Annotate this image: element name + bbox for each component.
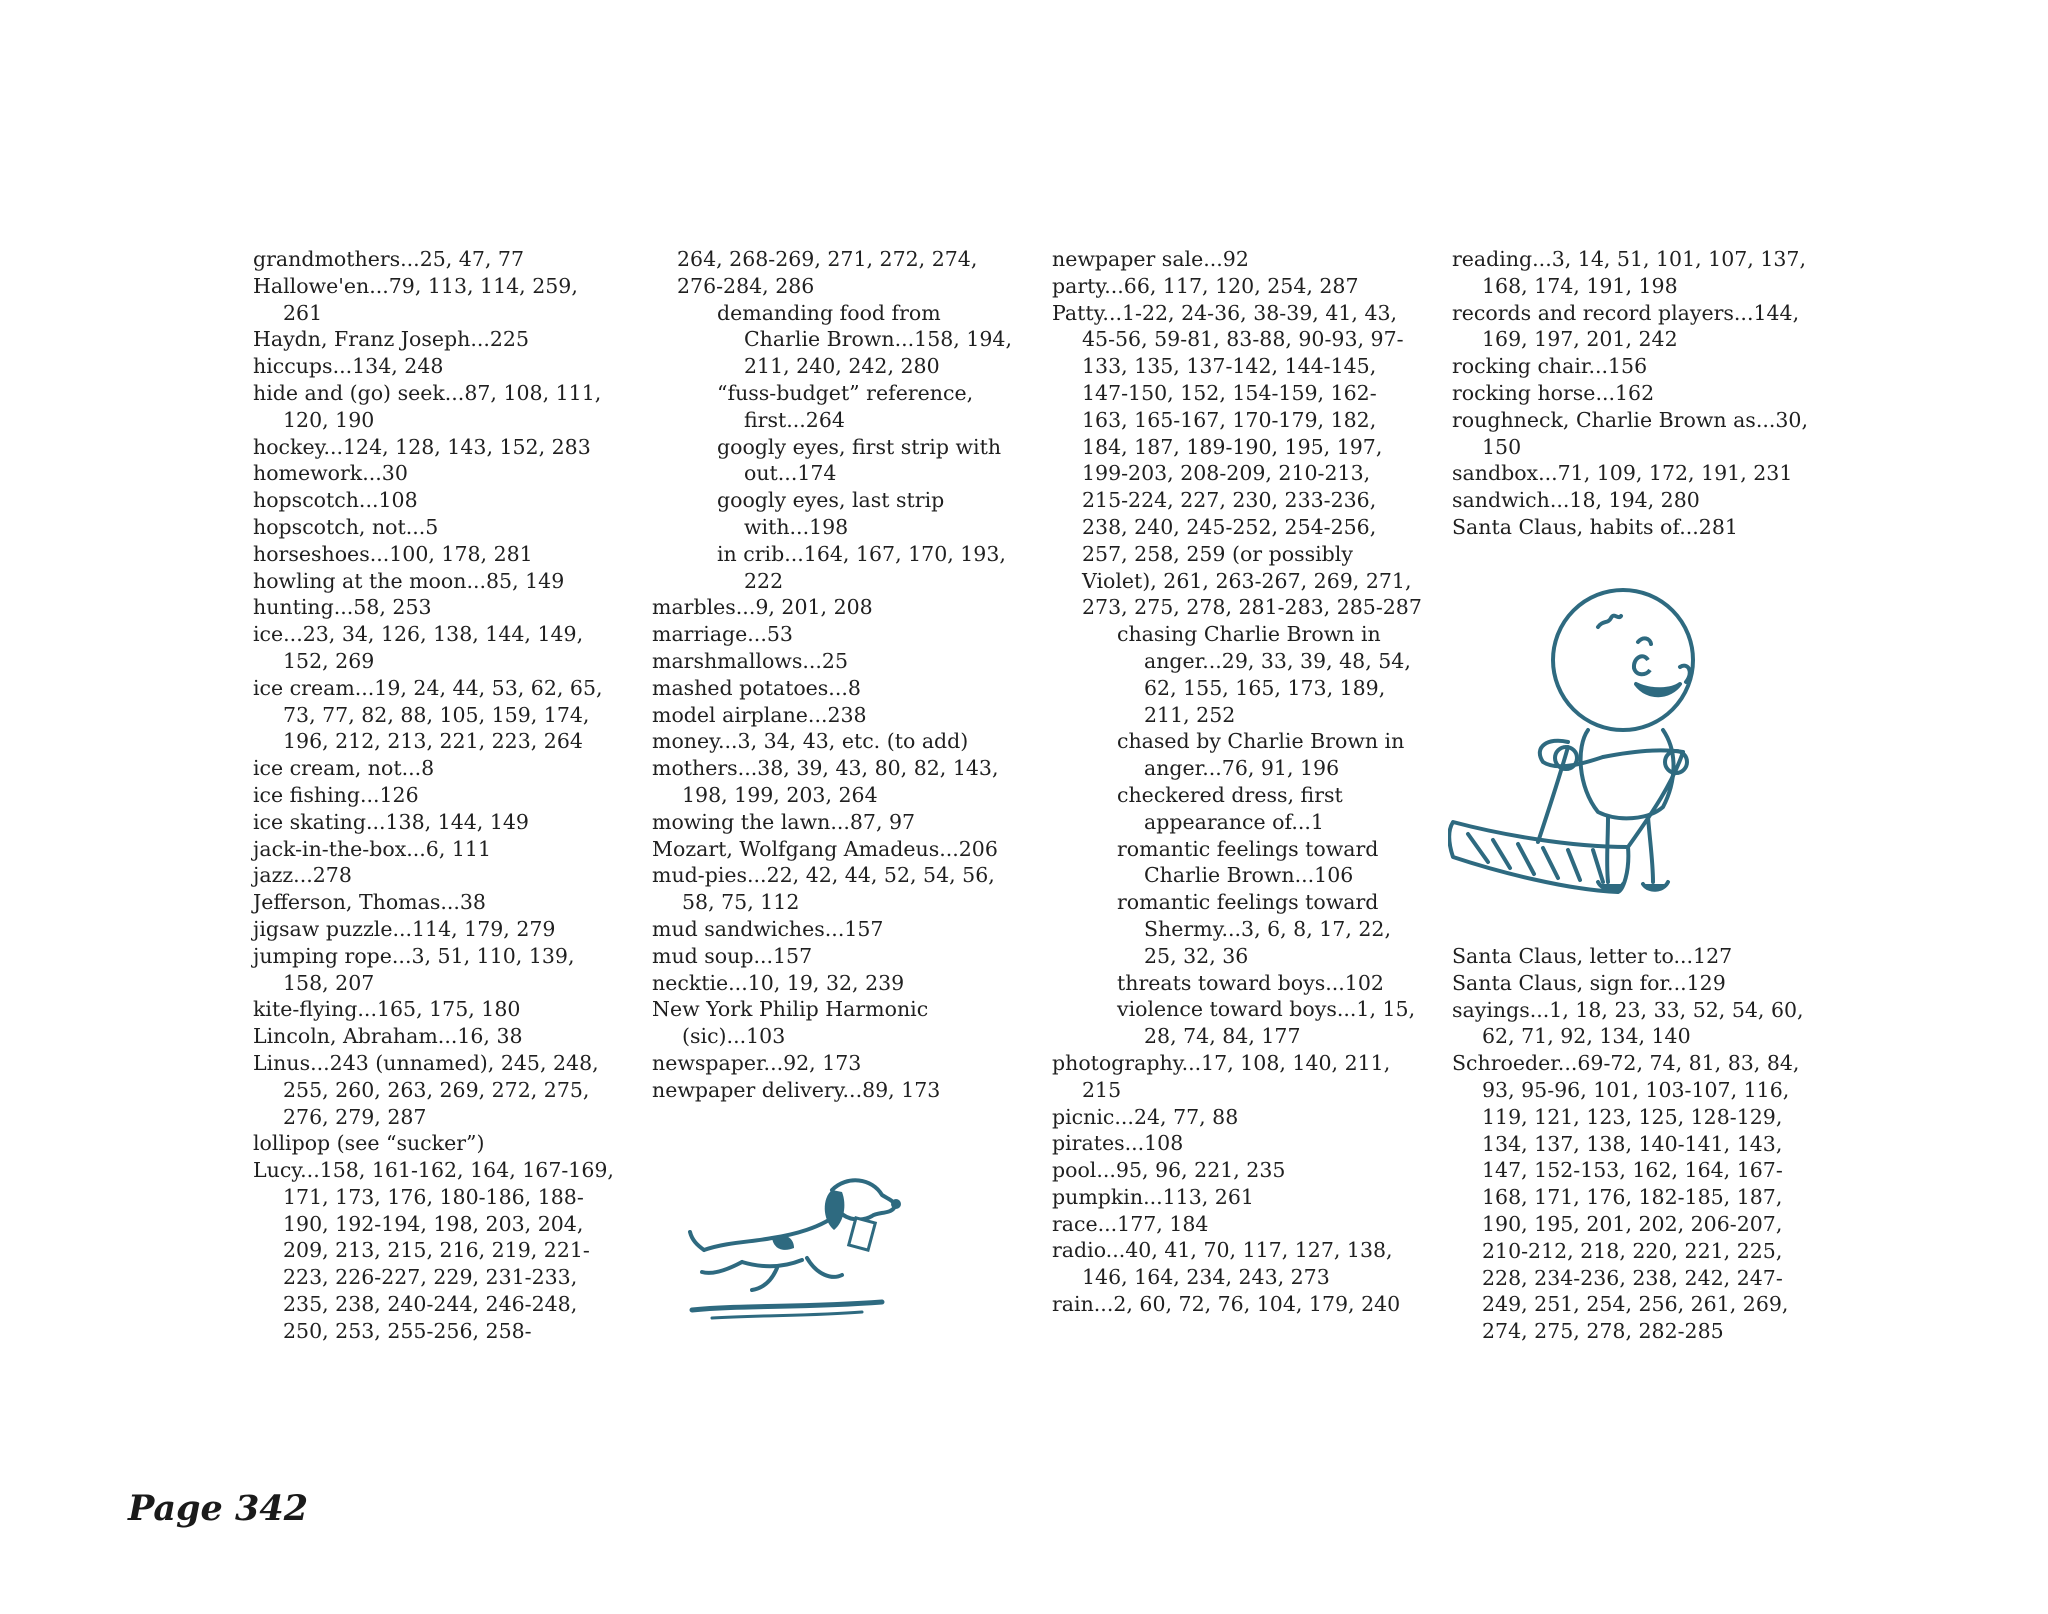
index-entry: necktie...10, 19, 32, 239: [652, 970, 905, 995]
index-entry: pool...95, 96, 221, 235: [1052, 1158, 1286, 1183]
index-entry: mothers...38, 39, 43, 80, 82, 143, 198, 199, 203, 264: [652, 756, 999, 807]
index-entry: mowing the lawn...87, 97: [652, 809, 916, 834]
index-column-4: [1452, 246, 1822, 541]
index-entry: Schroeder...69-72, 74, 81, 83, 84, 93, 95-96, 101, 103-107, 116, 119, 121, 123, 125, 128-129, 134, 137, 138, 140-141, 143, 147, 152-153, 162, 164, 167-168, 171, 176, 182-185, 187, 190, 195, 201, 202, 206-207, 210-212, 218, 220, 221, 225, 228, 234-236, 238, 242, 247-249, 251, 254, 256, 261, 269, 274, 275, 278, 282-285: [1452, 1051, 1800, 1344]
index-entry: money...3, 34, 43, etc. (to add): [652, 729, 969, 754]
index-subentry: googly eyes, first strip with out...174: [717, 434, 1002, 486]
index-entry: howling at the moon...85, 149: [253, 568, 565, 593]
index-subentry: in crib...164, 167, 170, 193, 222: [717, 541, 1006, 593]
index-entry: rocking chair...156: [1452, 354, 1648, 379]
index-entry: sandbox...71, 109, 172, 191, 231: [1452, 461, 1793, 486]
index-entry: mashed potatoes...8: [652, 675, 861, 700]
index-entry-continuation: 264, 268-269, 271, 272, 274, 276-284, 286: [677, 247, 978, 298]
index-entry: New York Philip Harmonic (sic)...103: [652, 997, 929, 1049]
index-entry: marriage...53: [652, 622, 793, 647]
index-entry: Santa Claus, letter to...127: [1452, 944, 1733, 968]
index-entry: Mozart, Wolfgang Amadeus...206: [652, 836, 998, 861]
index-entry: ice cream...19, 24, 44, 53, 62, 65, 73, 77, 82, 88, 105, 159, 174, 196, 212, 213, 221, 223, 264: [253, 675, 603, 754]
index-entry: pumpkin...113, 261: [1052, 1184, 1254, 1209]
index-entry: hide and (go) seek...87, 108, 111, 120, 190: [253, 380, 602, 432]
index-entry: radio...40, 41, 70, 117, 127, 138, 146, 164, 234, 243, 273: [1052, 1238, 1393, 1290]
index-entry: newpaper sale...92: [1052, 247, 1249, 271]
index-entry: race...177, 184: [1052, 1211, 1209, 1236]
index-entry: ice fishing...126: [253, 782, 419, 807]
index-entry: hiccups...134, 248: [253, 354, 444, 379]
page-number: Page 342: [128, 1488, 309, 1529]
index-subentry: romantic feelings toward Charlie Brown...106: [1117, 836, 1379, 888]
index-entry: roughneck, Charlie Brown as...30, 150: [1452, 407, 1808, 459]
index-entry: Santa Claus, sign for...129: [1452, 970, 1726, 995]
index-entry: jazz...278: [253, 863, 352, 888]
index-entry: newspaper...92, 173: [652, 1050, 862, 1075]
index-entry: Lincoln, Abraham...16, 38: [253, 1024, 523, 1049]
index-entry: Patty...1-22, 24-36, 38-39, 41, 43, 45-56, 59-81, 83-88, 90-93, 97-133, 135, 137-142, 144-145, 147-150, 152, 154-159, 162-163, 165-167, 170-179, 182, 184, 187, 189-190, 195, 197, 199-203, 208-209, 210-213, 215-224, 227, 230, 233-236, 238, 240, 245-252, 254-256, 257, 258, 259 (or possibly Violet), 261, 263-267, 269, 271, 273, 275, 278, 281-283, 285-287: [1052, 300, 1422, 620]
index-column-3: [1052, 246, 1422, 1318]
index-entry: Linus...243 (unnamed), 245, 248, 255, 260, 263, 269, 272, 275, 276, 279, 287: [253, 1050, 599, 1129]
index-entry: rocking horse...162: [1452, 380, 1655, 405]
index-entry: jumping rope...3, 51, 110, 139, 158, 207: [253, 943, 575, 995]
index-entry: records and record players...144, 169, 197, 201, 242: [1452, 300, 1800, 352]
index-subentry: romantic feelings toward Shermy...3, 6, 8, 17, 22, 25, 32, 36: [1117, 890, 1391, 968]
index-subentry: demanding food from Charlie Brown...158, 194, 211, 240, 242, 280: [717, 300, 1012, 379]
index-subentry: “fuss-budget” reference, first...264: [717, 380, 974, 432]
index-entry: lollipop (see “sucker”): [253, 1131, 485, 1156]
index-entry: reading...3, 14, 51, 101, 107, 137, 168, 174, 191, 198: [1452, 247, 1806, 298]
index-entry: hopscotch...108: [253, 488, 418, 513]
index-entry: newpaper delivery...89, 173: [652, 1077, 941, 1102]
index-column-1: [253, 246, 623, 1345]
index-entry: mud soup...157: [652, 943, 813, 968]
index-entry: mud sandwiches...157: [652, 916, 884, 941]
index-subentry: chasing Charlie Brown in anger...29, 33, 39, 48, 54, 62, 155, 165, 173, 189, 211, 252: [1117, 622, 1411, 727]
index-entry: ice cream, not...8: [253, 756, 435, 781]
index-entry: marbles...9, 201, 208: [652, 595, 873, 620]
index-entry: Hallowe'en...79, 113, 114, 259, 261: [253, 273, 578, 325]
index-entry: kite-flying...165, 175, 180: [253, 997, 521, 1022]
index-subentry: violence toward boys...1, 15, 28, 74, 84, 177: [1117, 997, 1416, 1049]
index-entry: jack-in-the-box...6, 111: [253, 836, 492, 861]
index-entry: pirates...108: [1052, 1131, 1184, 1156]
index-entry: model airplane...238: [652, 702, 867, 727]
index-entry: Santa Claus, habits of...281: [1452, 514, 1738, 539]
running-dog-illustration: [682, 1150, 912, 1340]
boy-reading-scroll-illustration: [1448, 572, 1758, 902]
index-subentry: chased by Charlie Brown in anger...76, 91, 196: [1117, 729, 1405, 781]
index-entry: hopscotch, not...5: [253, 514, 439, 539]
index-entry: picnic...24, 77, 88: [1052, 1104, 1239, 1129]
index-entry: photography...17, 108, 140, 211, 215: [1052, 1050, 1391, 1102]
index-entry: horseshoes...100, 178, 281: [253, 541, 533, 566]
index-subentry: googly eyes, last strip with...198: [717, 488, 945, 539]
index-entry: hockey...124, 128, 143, 152, 283: [253, 434, 591, 459]
index-entry: marshmallows...25: [652, 648, 849, 673]
index-entry: sandwich...18, 194, 280: [1452, 488, 1700, 513]
index-entry: hunting...58, 253: [253, 595, 432, 620]
index-entry: homework...30: [253, 461, 408, 486]
index-entry: Lucy...158, 161-162, 164, 167-169, 171, 173, 176, 180-186, 188-190, 192-194, 198, 203, 204, 209, 213, 215, 216, 219, 221-223, 226-227, 229, 231-233, 235, 238, 240-244, 246-248, 250, 253, 255-256, 258-: [253, 1158, 614, 1343]
index-subentry: threats toward boys...102: [1117, 970, 1384, 995]
index-entry: Jefferson, Thomas...38: [253, 890, 486, 915]
index-entry: ice...23, 34, 126, 138, 144, 149, 152, 269: [253, 622, 584, 673]
index-entry: grandmothers...25, 47, 77: [253, 247, 525, 271]
index-entry: ice skating...138, 144, 149: [253, 809, 529, 834]
index-subentry: checkered dress, first appearance of...1: [1117, 782, 1343, 834]
index-entry: rain...2, 60, 72, 76, 104, 179, 240: [1052, 1292, 1401, 1317]
index-entry: mud-pies...22, 42, 44, 52, 54, 56, 58, 75, 112: [652, 863, 995, 915]
index-entry: Haydn, Franz Joseph...225: [253, 327, 530, 352]
index-column-4-continued: [1452, 943, 1822, 1345]
index-entry: sayings...1, 18, 23, 33, 52, 54, 60, 62, 71, 92, 134, 140: [1452, 997, 1804, 1049]
index-entry: jigsaw puzzle...114, 179, 279: [253, 916, 556, 941]
index-column-2: [652, 246, 1022, 1104]
index-entry: party...66, 117, 120, 254, 287: [1052, 273, 1359, 298]
